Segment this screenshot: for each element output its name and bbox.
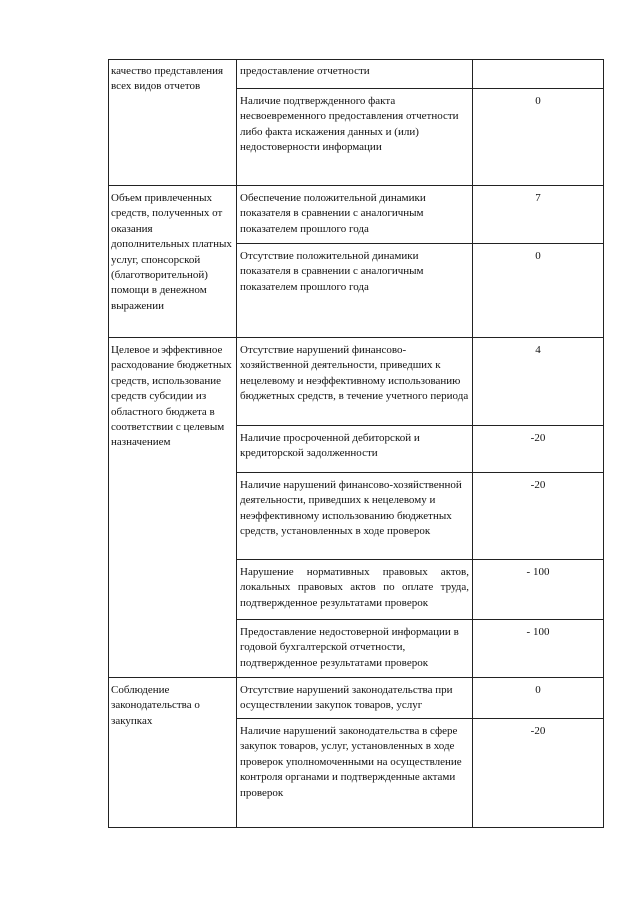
criteria-table <box>108 59 604 828</box>
score-cell: - 100 <box>526 626 550 638</box>
row-divider <box>236 472 604 473</box>
criterion-cell: Целевое и эффективное расходование бюджетных средств, использование средств субсидии из областного бюджета в соответствии с целевым назначением <box>111 344 232 449</box>
score-cell: 0 <box>535 95 541 107</box>
score-cell: 4 <box>535 344 541 356</box>
score-cell: -20 <box>530 432 546 444</box>
criterion-cell: Соблюдение законодательства о закупках <box>111 684 200 727</box>
indicator-cell: Предоставление недостоверной информации в годовой бухгалтерской отчетности, подтвержденное результатами проверок <box>240 626 459 669</box>
indicator-cell: предоставление отчетности <box>240 65 370 77</box>
row-divider <box>236 619 604 620</box>
score-cell: 0 <box>535 684 541 696</box>
indicator-cell: Отсутствие нарушений финансово-хозяйственной деятельности, приведших к нецелевому и неэффективному использованию бюджетных средств, в течение учетного периода <box>240 344 469 403</box>
row-divider <box>236 718 604 719</box>
indicator-cell: Наличие нарушений законодательства в сфере закупок товаров, услуг, установленных в ходе проверок уполномоченными на осуществление контроля органами и подтвержденные актами проверок <box>240 725 462 799</box>
table-border-bottom <box>108 827 604 828</box>
row-divider <box>236 88 604 89</box>
score-cell <box>472 61 604 64</box>
group-divider <box>108 185 604 186</box>
row-divider <box>236 425 604 426</box>
score-cell: -20 <box>530 479 546 491</box>
row-divider <box>236 559 604 560</box>
criterion-cell: качество представления всех видов отчетов <box>111 65 224 93</box>
indicator-cell: Наличие просроченной дебиторской и кредиторской задолженности <box>240 432 420 460</box>
score-cell: - 100 <box>526 566 550 578</box>
criterion-cell: Объем привлеченных средств, полученных от оказания дополнительных платных услуг, спонсорской (благотворительной) помощи в денежном выражении <box>111 192 232 312</box>
indicator-cell: Наличие подтвержденного факта несвоевременного предоставления отчетности либо факта искажения данных и (или) недостоверности информации <box>240 95 459 154</box>
score-cell: 7 <box>535 192 541 204</box>
indicator-cell: Нарушение нормативных правовых актов, локальных правовых актов по оплате труда, подтвержденное результатами проверок <box>240 566 469 609</box>
group-divider <box>108 677 604 678</box>
indicator-cell: Отсутствие положительной динамики показателя в сравнении с аналогичным показателем прошлого года <box>240 250 424 293</box>
group-divider <box>108 337 604 338</box>
table-border-top <box>108 59 604 60</box>
row-divider <box>236 243 604 244</box>
score-cell: -20 <box>530 725 546 737</box>
score-cell: 0 <box>535 250 541 262</box>
indicator-cell: Обеспечение положительной динамики показателя в сравнении с аналогичным показателем прошлого года <box>240 192 426 235</box>
indicator-cell: Отсутствие нарушений законодательства при осуществлении закупок товаров, услуг <box>240 684 453 712</box>
indicator-cell: Наличие нарушений финансово-хозяйственной деятельности, приведших к нецелевому и неэффективному использованию бюджетных средств, установленных в ходе проверок <box>240 479 462 538</box>
